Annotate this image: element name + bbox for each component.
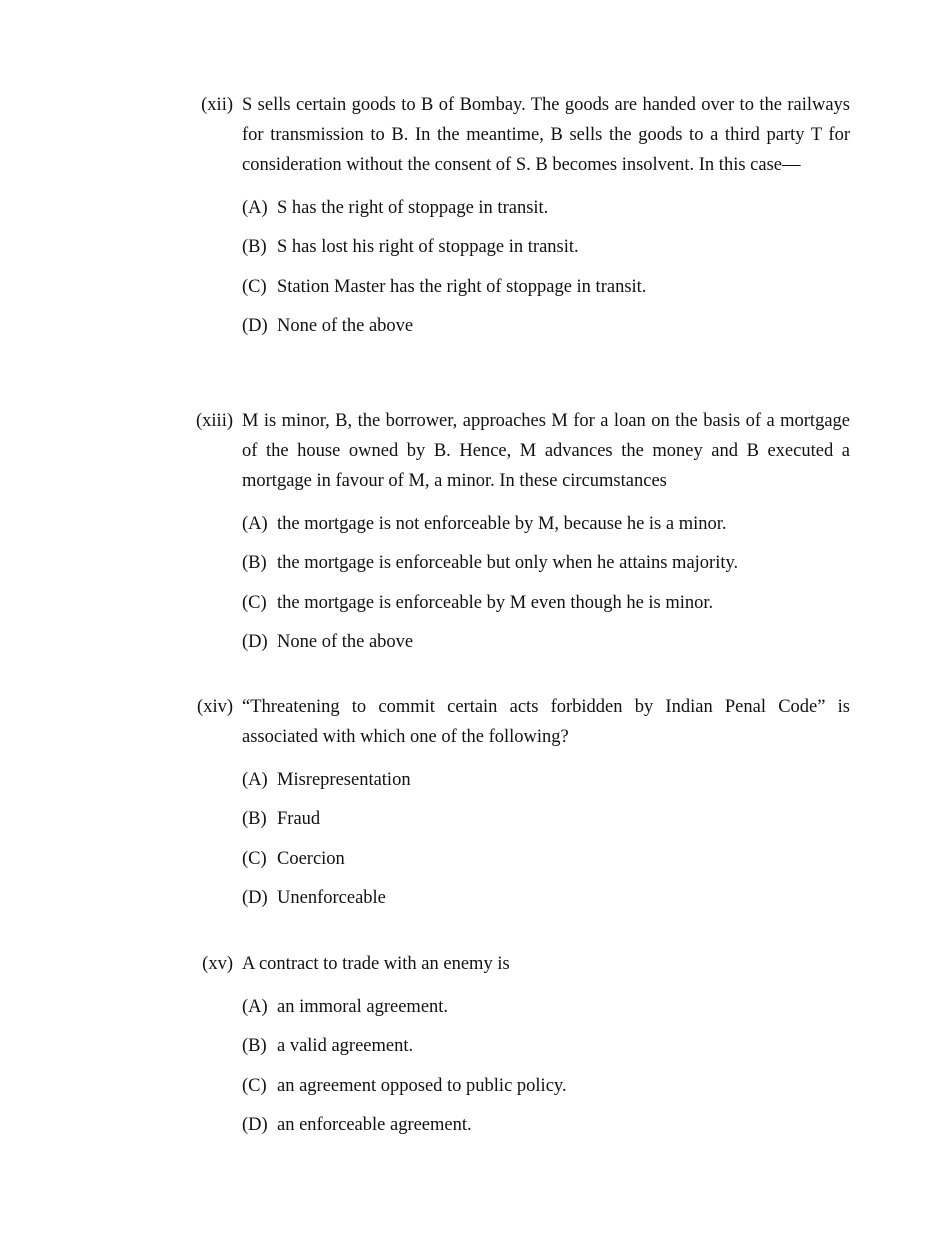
option-c [242, 840, 850, 879]
option-text: Station Master has the right of stoppage in transit. [277, 276, 647, 297]
option-text: the mortgage is not enforceable by M, because he is a minor. [277, 514, 727, 534]
option-text: an enforceable agreement. [277, 1114, 472, 1135]
option-a [242, 505, 850, 544]
question-number: (xiv) [197, 697, 233, 717]
options-list [242, 505, 850, 662]
options-list [242, 988, 850, 1145]
option-d [242, 307, 850, 346]
option-c [242, 1067, 850, 1106]
option-label: (D) [242, 631, 268, 652]
question-text: A contract to trade with an enemy is [242, 954, 510, 974]
option-b [242, 228, 850, 267]
option-text: an immoral agreement. [277, 997, 449, 1017]
question-number: (xv) [202, 954, 233, 974]
option-text: S has lost his right of stoppage in transit. [277, 237, 579, 258]
option-c [242, 268, 850, 307]
option-label: (B) [242, 553, 267, 574]
option-label: (D) [242, 887, 268, 908]
question-xii [150, 90, 850, 346]
option-text: None of the above [277, 631, 414, 652]
option-text: None of the above [277, 315, 414, 336]
option-label: (B) [242, 1036, 267, 1057]
option-text: the mortgage is enforceable but only when he attains majority. [277, 553, 739, 574]
option-text: S has the right of stoppage in transit. [277, 198, 549, 218]
option-b [242, 800, 850, 839]
option-label: (B) [242, 809, 267, 830]
option-text: an agreement opposed to public policy. [277, 1075, 567, 1096]
option-text: Fraud [277, 809, 321, 830]
option-label: (C) [242, 848, 267, 869]
option-label: (A) [242, 514, 268, 534]
question-xiv [150, 692, 850, 918]
question-text: “Threatening to commit certain acts forbidden by Indian Penal Code” is associated with which one of the following? [242, 697, 850, 747]
option-d [242, 879, 850, 918]
question-number: (xii) [201, 95, 233, 115]
option-text: a valid agreement. [277, 1036, 414, 1057]
option-b [242, 544, 850, 583]
option-d [242, 623, 850, 662]
question-text: M is minor, B, the borrower, approaches M for a loan on the basis of a mortgage of the house owned by B. Hence, M advances the money and B executed a mortgage in favour of M, a minor. In these circumstances [242, 411, 850, 491]
option-label: (A) [242, 770, 268, 790]
option-d [242, 1106, 850, 1145]
option-text: Coercion [277, 848, 345, 869]
question-number: (xiii) [196, 411, 233, 431]
option-label: (A) [242, 198, 268, 218]
option-label: (C) [242, 276, 267, 297]
options-list [242, 189, 850, 346]
option-text: Unenforceable [277, 887, 386, 908]
option-a [242, 761, 850, 800]
option-text: the mortgage is enforceable by M even though he is minor. [277, 592, 714, 613]
question-xiii [150, 406, 850, 662]
option-b [242, 1027, 850, 1066]
option-label: (D) [242, 315, 268, 336]
option-c [242, 584, 850, 623]
question-text: S sells certain goods to B of Bombay. The goods are handed over to the railways for transmission to B. In the meantime, B sells the goods to a third party T for consideration without the consent of S. B becomes insolvent. In this case— [242, 95, 850, 175]
options-list [242, 761, 850, 918]
option-label: (A) [242, 997, 268, 1017]
option-label: (D) [242, 1114, 268, 1135]
option-label: (C) [242, 592, 267, 613]
option-a [242, 189, 850, 228]
option-a [242, 988, 850, 1027]
option-label: (C) [242, 1075, 267, 1096]
option-label: (B) [242, 237, 267, 258]
question-xv [150, 949, 850, 1145]
option-text: Misrepresentation [277, 770, 411, 790]
